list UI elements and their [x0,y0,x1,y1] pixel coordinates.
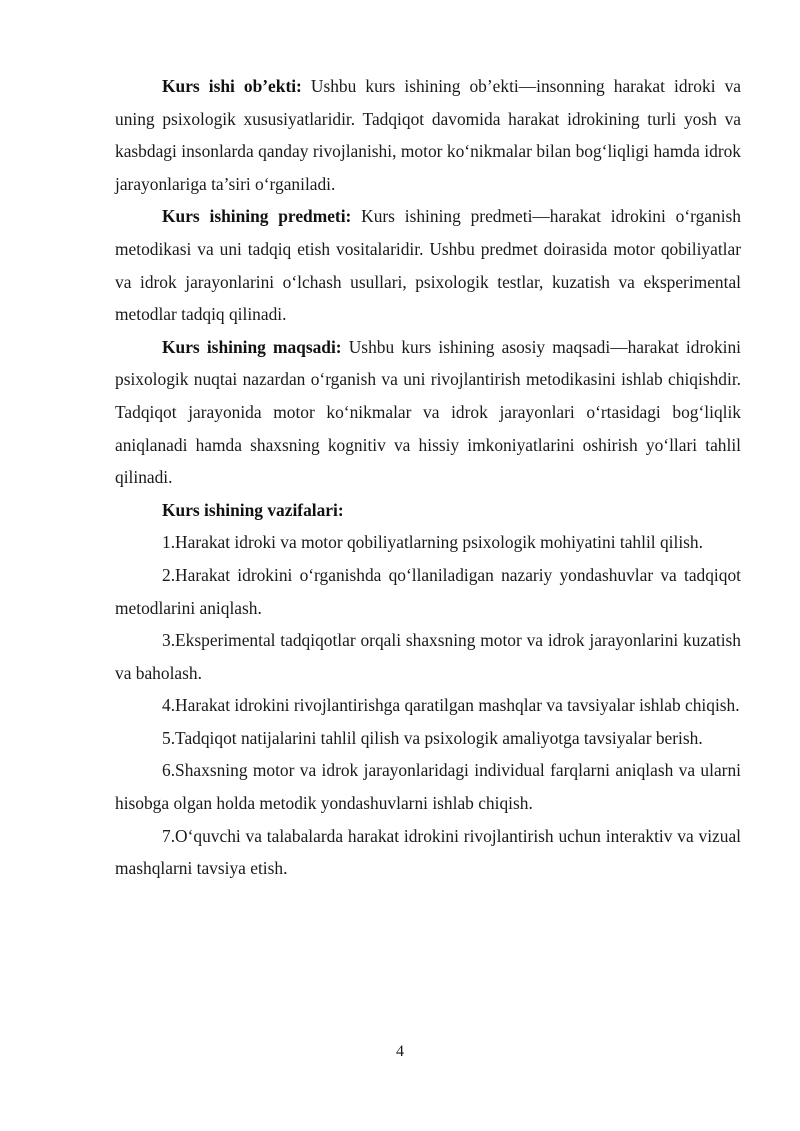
goal-text: Ushbu kurs ishining asosiy maqsadi—harakat idrokini psixologik nuqtai nazardan o‘rganish va uni rivojlantirish metodikasini ishlab chiqishdir. Tadqiqot jarayonida motor ko‘nikmalar va idrok jarayonlari o‘rtasidagi bog‘liqlik aniqlanadi hamda shaxsning kognitiv va hissiy imkoniyatlarini oshirish yo‘llari tahlil qilinadi. [115,336,741,488]
task-item-7: 7.O‘quvchi va talabalarda harakat idrokini rivojlantirish uchun interaktiv va vizual mashqlarni tavsiya etish. [115,825,741,879]
task-item-4: 4.Harakat idrokini rivojlantirishga qaratilgan mashqlar va tavsiyalar ishlab chiqish. [162,695,740,716]
subject-label: Kurs ishining predmeti: [162,206,352,227]
object-paragraph [115,70,741,200]
subject-paragraph [115,200,741,330]
object-text: Ushbu kurs ishining ob’ekti—insonning harakat idroki va uning psixologik xususiyatlaridir. Tadqiqot davomida harakat idrokining turli yosh va kasbdagi insonlarda qanday rivojlanishi, motor ko‘nikmalar bilan bog‘liqligi hamda idrok jarayonlariga ta’siri o‘rganiladi. [115,76,741,194]
goal-paragraph [115,331,741,494]
task-item-3: 3.Eksperimental tadqiqotlar orqali shaxsning motor va idrok jarayonlarini kuzatish va baholash. [115,630,741,683]
task-item-1: 1.Harakat idroki va motor qobiliyatlarning psixologik mohiyatini tahlil qilish. [162,532,703,553]
tasks-heading: Kurs ishining vazifalari: [162,499,344,520]
tasks-heading-paragraph [115,494,741,527]
object-label: Kurs ishi ob’ekti: [162,76,302,96]
page-body [115,70,741,885]
task-item-5: 5.Tadqiqot natijalarini tahlil qilish va psixologik amaliyotga tavsiyalar berish. [162,727,703,748]
task-item-2: 2.Harakat idrokini o‘rganishda qo‘llaniladigan nazariy yondashuvlar va tadqiqot metodlarini aniqlash. [115,564,741,618]
task-item-6: 6.Shaxsning motor va idrok jarayonlaridagi individual farqlarni aniqlash va ularni hisobga olgan holda metodik yondashuvlarni ishlab chiqish. [115,760,741,814]
goal-label: Kurs ishining maqsadi: [162,336,342,357]
page-number: 4 [396,1043,404,1060]
subject-text: Kurs ishining predmeti—harakat idrokini o‘rganish metodikasi va uni tadqiq etish vositalaridir. Ushbu predmet doirasida motor qobiliyatlar va idrok jarayonlarini o‘lchash usullari, psixologik testlar, kuzatish va eksperimental metodlar tadqiq qilinadi. [115,206,741,325]
